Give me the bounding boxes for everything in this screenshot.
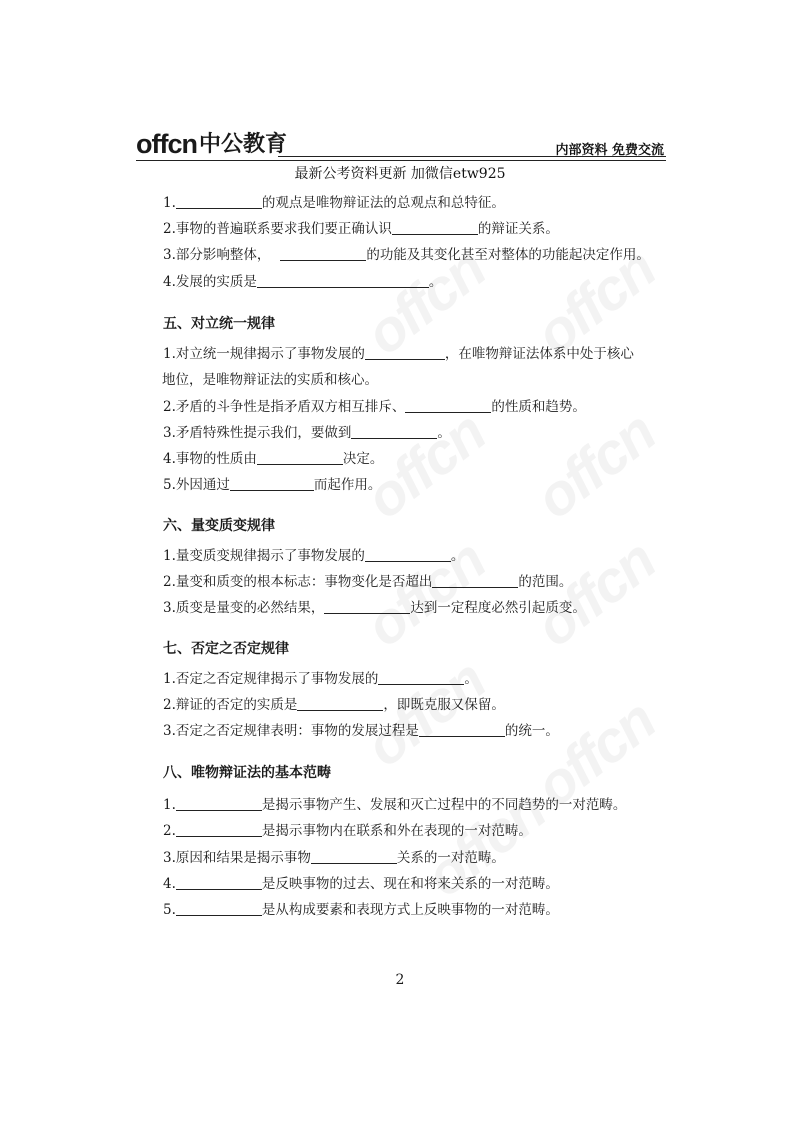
fill-blank[interactable] bbox=[311, 849, 397, 864]
fill-blank[interactable] bbox=[405, 398, 491, 413]
section5-item-5 bbox=[163, 473, 381, 493]
intro-item-4 bbox=[163, 270, 442, 290]
section5-item-1-continuation: 地位，是唯物辩证法的实质和核心。 bbox=[162, 372, 378, 388]
item-text-after: 的性质和趋势。 bbox=[491, 399, 586, 415]
item-text-before: 量变和质变的根本标志：事物变化是否超出 bbox=[175, 574, 433, 590]
offcn-logo bbox=[136, 131, 287, 158]
fill-blank[interactable] bbox=[365, 345, 445, 360]
item-number: 5. bbox=[163, 477, 176, 493]
item-text-after: ，即既克服又保留。 bbox=[383, 697, 505, 713]
intro-item-3 bbox=[163, 243, 650, 263]
section6-item-3 bbox=[163, 596, 586, 616]
item-number: 2. bbox=[163, 399, 176, 415]
item-number: 1. bbox=[163, 548, 176, 564]
fill-blank[interactable] bbox=[176, 796, 262, 811]
item-number: 4. bbox=[163, 876, 176, 892]
item-number: 2. bbox=[163, 221, 176, 237]
item-number: 2. bbox=[163, 823, 176, 839]
fill-blank[interactable] bbox=[176, 194, 262, 209]
item-text-after: 的范围。 bbox=[518, 574, 573, 590]
fill-blank[interactable] bbox=[324, 599, 410, 614]
page-number: 2 bbox=[395, 972, 405, 988]
section5-item-1 bbox=[163, 342, 634, 362]
section5-item-2 bbox=[163, 395, 586, 415]
fill-blank[interactable] bbox=[392, 220, 478, 235]
item-number: 4. bbox=[163, 274, 176, 290]
item-text-before: 矛盾特殊性提示我们，要做到 bbox=[175, 425, 352, 441]
item-text-after: 的统一。 bbox=[504, 723, 559, 739]
item-number: 5. bbox=[163, 902, 176, 918]
item-text-before: 否定之否定规律揭示了事物发展的 bbox=[175, 671, 379, 687]
item-text-before: 发展的实质是 bbox=[175, 274, 257, 290]
item-text-before: 部分影响整体， bbox=[175, 247, 271, 263]
item-text-after: 的功能及其变化甚至对整体的功能起决定作用。 bbox=[366, 247, 650, 263]
item-text-before: 原因和结果是揭示事物 bbox=[175, 850, 311, 866]
section-heading-5: 五、对立统一规律 bbox=[163, 316, 275, 332]
item-number: 2. bbox=[163, 574, 176, 590]
item-text-after: 是揭示事物产生、发展和灭亡过程中的不同趋势的一对范畴。 bbox=[261, 797, 627, 813]
item-number: 3. bbox=[163, 247, 176, 263]
section-heading-8: 八、唯物辩证法的基本范畴 bbox=[163, 765, 331, 781]
item-text-before: 质变是量变的必然结果， bbox=[175, 600, 325, 616]
fill-blank[interactable] bbox=[176, 822, 262, 837]
fill-blank[interactable] bbox=[419, 722, 505, 737]
item-text-before: 对立统一规律揭示了事物发展的 bbox=[175, 346, 365, 362]
fill-blank[interactable] bbox=[257, 450, 343, 465]
header-rule-bottom bbox=[136, 160, 666, 161]
item-number: 3. bbox=[163, 723, 176, 739]
section8-item-4 bbox=[163, 872, 559, 892]
section7-item-2 bbox=[163, 693, 505, 713]
item-number: 3. bbox=[163, 850, 176, 866]
section5-item-4 bbox=[163, 447, 383, 467]
item-number: 1. bbox=[163, 797, 176, 813]
fill-blank[interactable] bbox=[176, 875, 262, 890]
fill-blank[interactable] bbox=[280, 246, 366, 261]
item-number: 1. bbox=[163, 195, 176, 211]
item-text-before: 矛盾的斗争性是指矛盾双方相互排斥、 bbox=[175, 399, 406, 415]
section8-item-3 bbox=[163, 846, 505, 866]
item-text-before: 量变质变规律揭示了事物发展的 bbox=[175, 548, 365, 564]
section5-item-3 bbox=[163, 421, 451, 441]
item-number: 3. bbox=[163, 425, 176, 441]
logo-chinese: 中公教育 bbox=[198, 132, 287, 157]
item-number: 1. bbox=[163, 671, 176, 687]
item-text-after: 。 bbox=[437, 425, 451, 441]
item-text-after: 是反映事物的过去、现在和将来关系的一对范畴。 bbox=[261, 876, 559, 892]
page-header bbox=[136, 131, 666, 161]
item-number: 3. bbox=[163, 600, 176, 616]
section8-item-2 bbox=[163, 819, 532, 839]
item-text-after: 。 bbox=[428, 274, 443, 290]
fill-blank[interactable] bbox=[365, 547, 451, 562]
header-right-text: 内部资料 免费交流 bbox=[555, 143, 664, 158]
section6-item-2 bbox=[163, 570, 572, 590]
item-text-after: 的观点是唯物辩证法的总观点和总特征。 bbox=[261, 195, 505, 211]
subtitle: 最新公考资料更新 加微信etw925 bbox=[294, 166, 506, 182]
section7-item-3 bbox=[163, 719, 559, 739]
item-text-before: 外因通过 bbox=[175, 477, 230, 493]
section6-item-1 bbox=[163, 544, 464, 564]
item-number: 4. bbox=[163, 451, 176, 467]
fill-blank[interactable] bbox=[230, 476, 314, 491]
item-text-after: 的辩证关系。 bbox=[477, 221, 559, 237]
item-text-before: 事物的普遍联系要求我们要正确认识 bbox=[175, 221, 392, 237]
item-text-after: 是揭示事物内在联系和外在表现的一对范畴。 bbox=[261, 823, 532, 839]
fill-blank[interactable] bbox=[257, 273, 429, 288]
fill-blank[interactable] bbox=[432, 573, 518, 588]
item-text-after: ，在唯物辩证法体系中处于核心 bbox=[444, 346, 634, 362]
fill-blank[interactable] bbox=[378, 670, 464, 685]
intro-item-2 bbox=[163, 217, 559, 237]
section-heading-7: 七、否定之否定规律 bbox=[163, 641, 289, 657]
section7-item-1 bbox=[163, 667, 478, 687]
item-text-before: 事物的性质由 bbox=[175, 451, 257, 467]
item-text-after: 达到一定程度必然引起质变。 bbox=[410, 600, 586, 616]
section8-item-5 bbox=[163, 898, 559, 918]
item-text-after: 关系的一对范畴。 bbox=[396, 850, 505, 866]
logo-latin: offcn bbox=[136, 129, 197, 159]
section-heading-6: 六、量变质变规律 bbox=[163, 518, 275, 534]
item-number: 1. bbox=[163, 346, 176, 362]
item-text-after: 而起作用。 bbox=[313, 477, 382, 493]
intro-item-1 bbox=[163, 191, 505, 211]
item-number: 2. bbox=[163, 697, 176, 713]
item-text-after: 决定。 bbox=[342, 451, 384, 467]
item-text-before: 辩证的否定的实质是 bbox=[175, 697, 298, 713]
item-text-before: 否定之否定规律表明：事物的发展过程是 bbox=[175, 723, 419, 739]
item-text-after: 。 bbox=[464, 671, 478, 687]
item-text-after: 。 bbox=[450, 548, 465, 564]
fill-blank[interactable] bbox=[176, 901, 262, 916]
fill-blank[interactable] bbox=[297, 696, 383, 711]
section8-item-1 bbox=[163, 793, 626, 813]
fill-blank[interactable] bbox=[351, 424, 437, 439]
item-text-after: 是从构成要素和表现方式上反映事物的一对范畴。 bbox=[261, 902, 559, 918]
